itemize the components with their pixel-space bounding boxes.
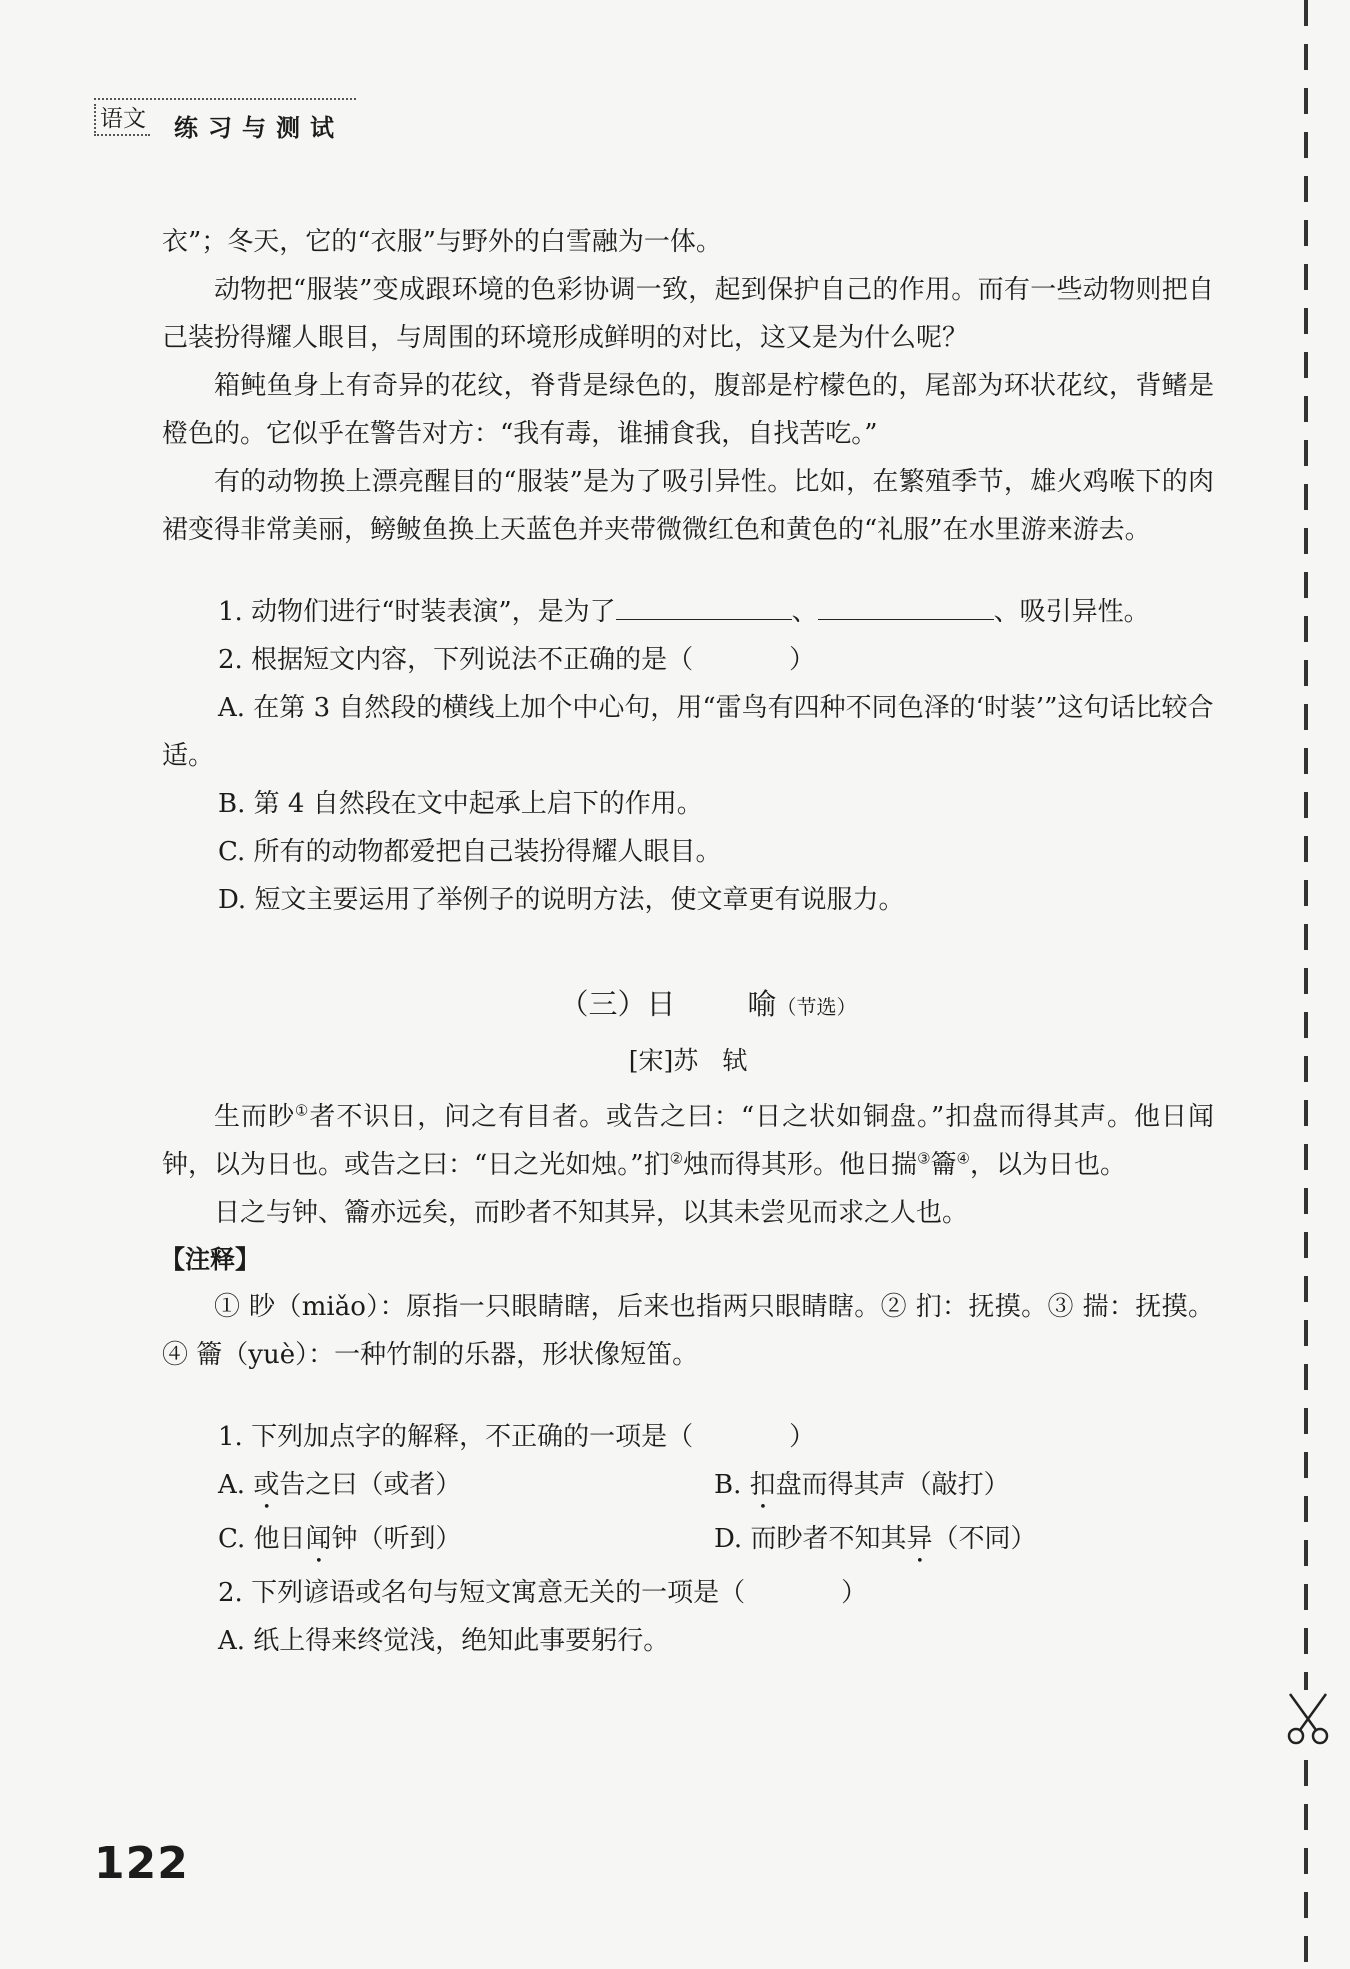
header-subject: 语文 bbox=[94, 104, 150, 136]
page-content bbox=[162, 218, 1214, 1665]
scissors-icon bbox=[1282, 1690, 1334, 1746]
question-text: 2. 根据短文内容，下列说法不正确的是（ bbox=[218, 645, 694, 675]
option-a: A. 纸上得来终觉浅，绝知此事要躬行。 bbox=[218, 1626, 670, 1656]
question1-2 bbox=[162, 636, 1214, 684]
option-a: A. 或告之曰（或者） bbox=[218, 1470, 462, 1500]
option-c: C. 他日闻钟（听到） bbox=[218, 1524, 462, 1554]
option-b: B. 扣盘而得其声（敲打） bbox=[714, 1470, 1010, 1500]
question-text: 、吸引异性。 bbox=[993, 597, 1150, 627]
option-c: C. 所有的动物都爱把自己装扮得耀人眼目。 bbox=[218, 837, 722, 867]
footnote-mark: ④ bbox=[956, 1149, 970, 1168]
cut-line bbox=[1304, 0, 1308, 1969]
running-header bbox=[94, 98, 356, 142]
paren-close: ） bbox=[841, 1578, 868, 1608]
option-a: A. 在第 3 自然段的横线上加个中心句，用“雷鸟有四种不同色泽的‘时装’”这句话比较合适。 bbox=[162, 693, 1214, 771]
option-d: D. 而眇者不知其异（不同） bbox=[714, 1524, 1037, 1554]
title-part: 喻 bbox=[747, 987, 777, 1021]
option-b: B. 第 4 自然段在文中起承上启下的作用。 bbox=[218, 789, 703, 819]
footnote-mark: ① bbox=[294, 1101, 310, 1120]
question-text: 1. 下列加点字的解释，不正确的一项是（ bbox=[218, 1422, 694, 1452]
question1-1 bbox=[162, 588, 1214, 636]
options-row bbox=[162, 1461, 1214, 1515]
passage1-paragraph: 有的动物换上漂亮醒目的“服装”是为了吸引异性。比如，在繁殖季节，雄火鸡喉下的肉裙变得非常美丽，鳑鲏鱼换上天蓝色并夹带微微红色和黄色的“礼服”在水里游来游去。 bbox=[162, 467, 1214, 545]
header-book-title: 练习与测试 bbox=[174, 114, 344, 142]
header-dotted-rule bbox=[94, 98, 356, 100]
author-line bbox=[162, 1039, 1214, 1083]
passage1-paragraph: 动物把“服装”变成跟环境的色彩协调一致，起到保护自己的作用。而有一些动物则把自己装扮得耀人眼目，与周围的环境形成鲜明的对比，这又是为什么呢？ bbox=[162, 275, 1214, 353]
author-dynasty: [宋]苏 bbox=[628, 1046, 699, 1075]
title-note: （节选） bbox=[776, 995, 857, 1019]
notes-text: ① 眇（miǎo）：原指一只眼睛瞎，后来也指两只眼睛瞎。② 扪：抚摸。③ 揣：抚摸。④ 籥（yuè）：一种竹制的乐器，形状像短笛。 bbox=[162, 1292, 1214, 1370]
paren-close: ） bbox=[789, 645, 816, 675]
dotted-char: 异 bbox=[906, 1524, 933, 1554]
classical-paragraph: 生而眇①者不识日，问之有目者。或告之曰：“日之状如铜盘。”扣盘而得其声。他日闻钟，以为日也。或告之曰：“日之光如烛。”扪②烛而得其形。他日揣③籥④，以为日也。 bbox=[162, 1101, 1214, 1180]
dotted-char: 扣 bbox=[749, 1470, 776, 1500]
option-d: D. 短文主要运用了举例子的说明方法，使文章更有说服力。 bbox=[218, 885, 905, 915]
author-name: 轼 bbox=[722, 1046, 748, 1075]
question2-2 bbox=[162, 1569, 1214, 1617]
question-text: 1. 动物们进行“时装表演”，是为了 bbox=[218, 597, 616, 627]
passage1-paragraph: 衣”；冬天，它的“衣服”与野外的白雪融为一体。 bbox=[162, 227, 722, 257]
separator-text: 、 bbox=[791, 597, 818, 627]
page-number: 122 bbox=[94, 1838, 189, 1889]
classical-paragraph: 日之与钟、籥亦远矣，而眇者不知其异，以其未尝见而求之人也。 bbox=[214, 1198, 969, 1228]
answer-blank[interactable] bbox=[616, 589, 792, 620]
answer-blank[interactable] bbox=[818, 589, 994, 620]
footnote-mark: ② bbox=[669, 1149, 684, 1168]
paren-close: ） bbox=[789, 1422, 816, 1452]
passage1-paragraph: 箱鲀鱼身上有奇异的花纹，脊背是绿色的，腹部是柠檬色的，尾部为环状花纹，背鳍是橙色的。它似乎在警告对方：“我有毒，谁捕食我，自找苦吃。” bbox=[162, 371, 1214, 449]
question2-1 bbox=[162, 1413, 1214, 1461]
footnote-mark: ③ bbox=[917, 1149, 931, 1168]
notes-heading: 【注释】 bbox=[160, 1245, 261, 1274]
section-title bbox=[162, 980, 1214, 1031]
options-row bbox=[162, 1515, 1214, 1569]
dotted-char: 闻 bbox=[305, 1524, 332, 1554]
title-part: （三）日 bbox=[559, 987, 676, 1021]
dotted-char: 或 bbox=[253, 1470, 280, 1500]
question-text: 2. 下列谚语或名句与短文寓意无关的一项是（ bbox=[218, 1578, 746, 1608]
